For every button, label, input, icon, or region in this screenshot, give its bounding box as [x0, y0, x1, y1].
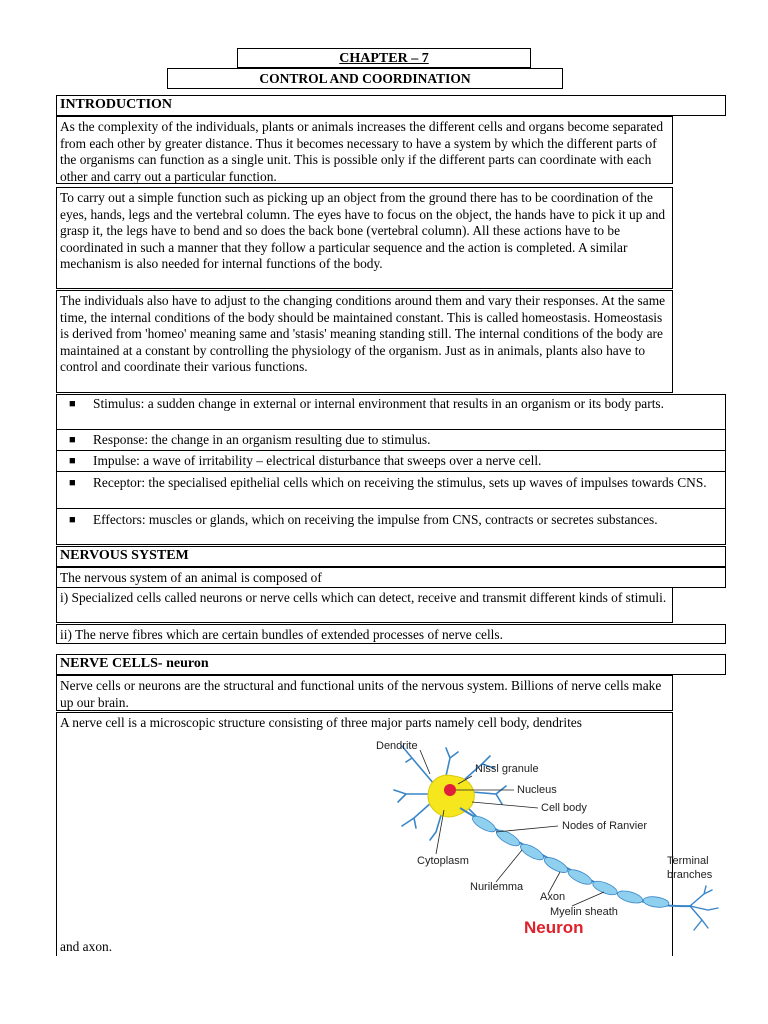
nervous-system-item-2-text: ii) The nerve fibres which are certain bundles of extended processes of nerve cells.: [60, 627, 503, 642]
list-item: [57, 510, 725, 544]
intro-paragraph-3: [56, 290, 673, 393]
list-item: [57, 396, 725, 430]
list-item: [57, 473, 725, 509]
intro-paragraph-2: [56, 187, 673, 289]
label-dendrite: Dendrite: [376, 740, 418, 752]
label-cytoplasm: Cytoplasm: [417, 855, 469, 867]
label-nissl-granule: Nissl granule: [475, 763, 539, 775]
introduction-heading-text: INTRODUCTION: [60, 97, 173, 112]
definition-impulse: Impulse: a wave of irritability – electrical disturbance that sweeps over a nerve cell.: [93, 453, 542, 468]
terminal-branches: [690, 886, 718, 930]
nervous-system-intro-text: The nervous system of an animal is composed of: [60, 570, 322, 585]
nervous-system-intro: [56, 567, 726, 588]
list-item: [57, 431, 725, 451]
label-branches: branches: [667, 869, 713, 881]
nerve-cells-paragraph-2-end: and axon.: [60, 939, 113, 954]
chapter-title-box: [167, 68, 563, 89]
nervous-system-item-1-text: i) Specialized cells called neurons or nerve cells which can detect, receive and transmit different kinds of stimuli.: [60, 590, 667, 605]
intro-paragraph-1: [56, 116, 673, 184]
label-terminal: Terminal: [667, 855, 709, 867]
label-cell-body: Cell body: [541, 802, 587, 814]
definition-effectors: Effectors: muscles or glands, which on receiving the impulse from CNS, contracts or secretes substances.: [93, 512, 658, 527]
nervous-system-item-2: [56, 624, 726, 644]
definition-response: Response: the change in an organism resulting due to stimulus.: [93, 432, 431, 447]
introduction-heading: [56, 95, 726, 116]
label-axon: Axon: [540, 891, 566, 903]
nervous-system-item-1: [56, 587, 673, 623]
chapter-number: CHAPTER – 7: [339, 51, 429, 66]
intro-paragraph-2-text: To carry out a simple function such as picking up an object from the ground there has to be coordination of the eyes, hands, legs and the vertebral column. The eyes have to focus on the object, the hands have to pick it up and grasp it, the legs have to bend and so does the back bone (vertebral column). All these actions have to be coordinated in such a manner that they follow a particular sequence and the action is completed. A similar mechanism is also needed for internal functions of the body.: [60, 190, 666, 272]
nerve-cells-paragraph-2-text: A nerve cell is a microscopic structure consisting of three major parts namely cell body, dendrites: [60, 715, 582, 730]
nerve-cells-paragraph-1-text: Nerve cells or neurons are the structural and functional units of the nervous system. Billions of nerve cells make up our brain.: [60, 678, 662, 710]
definitions-list: [56, 394, 726, 545]
nerve-cells-heading: [56, 654, 726, 675]
label-myelin-sheath: Myelin sheath: [550, 906, 618, 918]
definition-receptor: Receptor: the specialised epithelial cells which on receiving the stimulus, sets up waves of impulses towards CNS.: [93, 475, 707, 490]
neuron-diagram: [372, 736, 728, 950]
diagram-title: Neuron: [524, 918, 584, 937]
nervous-system-heading-text: NERVOUS SYSTEM: [60, 548, 189, 563]
nucleus: [444, 784, 456, 796]
chapter-number-box: [237, 48, 531, 68]
list-item: [57, 452, 725, 472]
label-nodes-of-ranvier: Nodes of Ranvier: [562, 820, 647, 832]
bullet-icon: ■: [69, 398, 76, 410]
nervous-system-heading: [56, 546, 726, 567]
bullet-icon: ■: [69, 434, 76, 446]
cell-body: [428, 775, 474, 817]
bullet-icon: ■: [69, 514, 76, 526]
bullet-icon: ■: [69, 455, 76, 467]
intro-paragraph-1-text: As the complexity of the individuals, plants or animals increases the different cells and organs become separated from each other by greater distance. Thus it becomes necessary to have a system by which the different parts of the organisms can function as a single unit. This is possible only if the different parts can coordinate with each other and carry out a particular function.: [60, 119, 664, 184]
nerve-cells-paragraph-1: [56, 675, 673, 711]
bullet-icon: ■: [69, 477, 76, 489]
chapter-title: CONTROL AND COORDINATION: [259, 71, 471, 86]
definition-stimulus: Stimulus: a sudden change in external or internal environment that results in an organism or its body parts.: [93, 396, 664, 411]
nerve-cells-heading-text: NERVE CELLS- neuron: [60, 656, 209, 671]
label-nurilemma: Nurilemma: [470, 881, 524, 893]
intro-paragraph-3-text: The individuals also have to adjust to the changing conditions around them and vary their responses. At the same time, the internal conditions of the body should be maintained constant. This is called homeostasis. Homeostasis is derived from 'homeo' meaning same and 'stasis' meaning standing still. The internal conditions of the body are maintained at a constant by controlling the physiology of the organism. Just as in animals, plants also have to control and coordinate their various functions.: [60, 293, 666, 375]
label-nucleus: Nucleus: [517, 784, 557, 796]
